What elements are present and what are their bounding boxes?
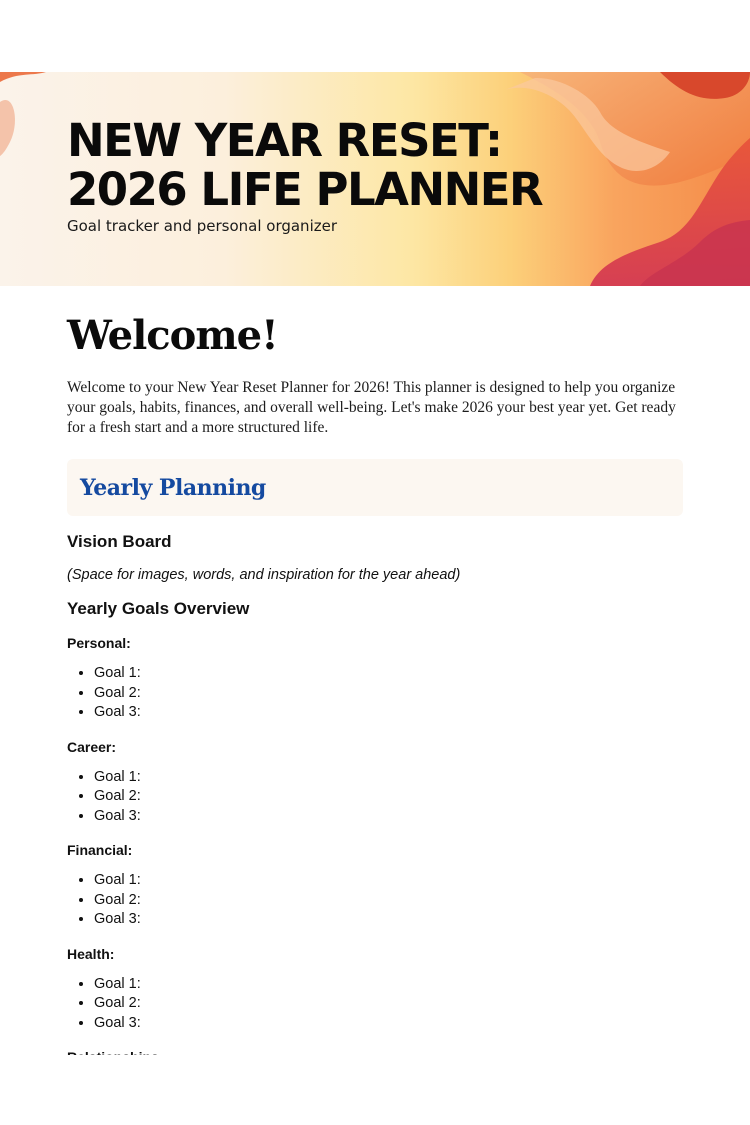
goal-list — [67, 664, 683, 723]
list-item: • Goal 3: — [94, 703, 683, 723]
list-item: • Goal 3: — [94, 807, 683, 827]
document-body — [67, 308, 683, 1065]
list-item: • Goal 1: — [94, 768, 683, 788]
category-label: Health: — [67, 945, 115, 962]
section-title: Yearly Planning — [80, 474, 266, 501]
section-header-yearly-planning — [67, 459, 683, 516]
goal-category-financial — [67, 842, 683, 930]
category-label: Financial: — [67, 842, 133, 858]
goal-list — [67, 768, 683, 827]
goal-category-health — [67, 946, 683, 1034]
list-item: • Goal 1: — [94, 975, 683, 995]
goal-category-career — [67, 739, 683, 827]
welcome-heading: Welcome! — [67, 312, 278, 359]
list-item: • Goal 1: — [94, 664, 683, 684]
list-item: • Goal 2: — [94, 994, 683, 1014]
category-label: Personal: — [67, 635, 131, 651]
list-item: • Goal 2: — [94, 891, 683, 911]
page-bottom-cutoff — [0, 1055, 750, 1125]
page-subtitle: Goal tracker and personal organizer — [67, 217, 337, 235]
list-item: • Goal 2: — [94, 684, 683, 704]
list-item: • Goal 2: — [94, 787, 683, 807]
welcome-intro: Welcome to your New Year Reset Planner for 2026! This planner is designed to help you organize your goals, habits, finances, and overall well-being. Let's make 2026 your best year yet. Get ready for a fresh start and a more structured life. — [67, 379, 676, 436]
vision-board-note: (Space for images, words, and inspiration for the year ahead) — [67, 567, 461, 583]
header-banner — [0, 72, 750, 286]
category-label: Career: — [67, 738, 117, 755]
goal-list — [67, 975, 683, 1034]
vision-board-heading: Vision Board — [67, 532, 172, 551]
goals-overview-heading: Yearly Goals Overview — [67, 599, 250, 618]
list-item: • Goal 3: — [94, 910, 683, 930]
list-item: • Goal 1: — [94, 871, 683, 891]
goal-category-personal — [67, 635, 683, 723]
list-item: • Goal 3: — [94, 1014, 683, 1034]
goal-list — [67, 871, 683, 930]
page-title: NEW YEAR RESET: 2026 LIFE PLANNER — [67, 114, 543, 216]
